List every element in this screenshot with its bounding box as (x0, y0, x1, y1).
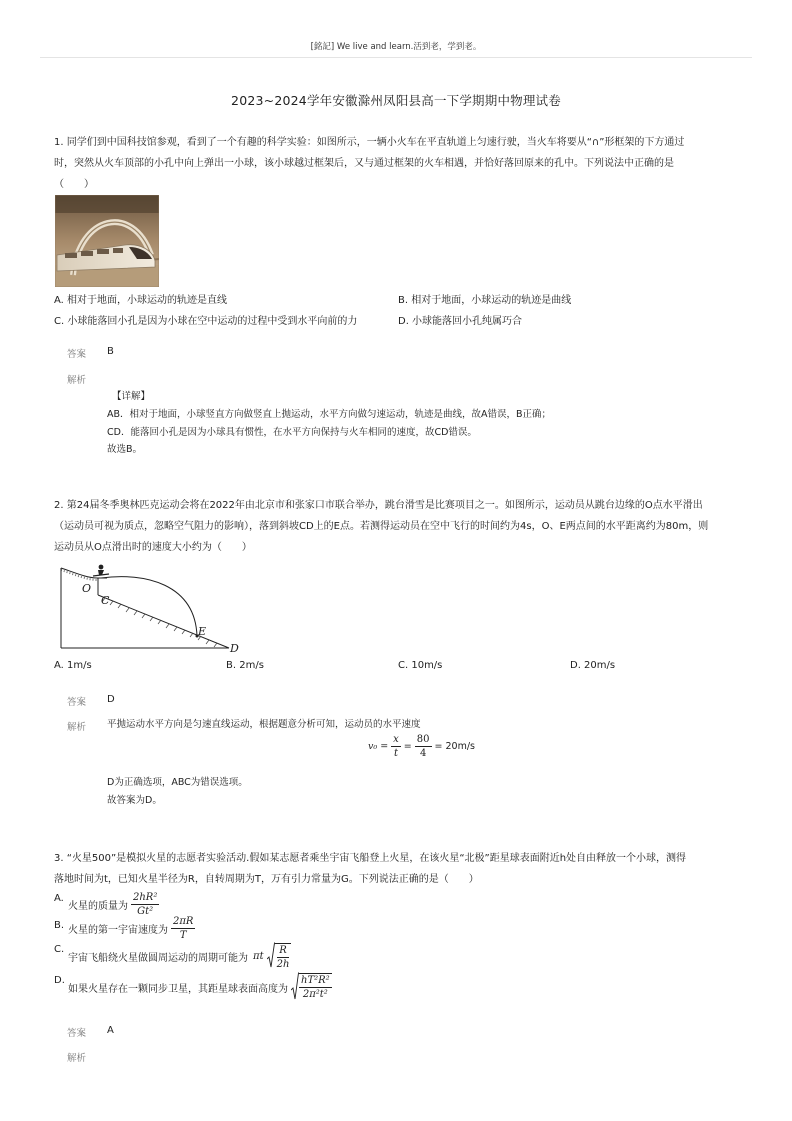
q3-option-d-label: D. (54, 975, 65, 986)
q2-velocity-formula (368, 733, 475, 760)
label-d: D (230, 642, 239, 654)
q2-analysis-label: 解析 (67, 722, 87, 733)
question-1-line-3: （ ） (54, 179, 94, 190)
header-divider (40, 57, 752, 58)
q3-option-b-num: 2πR (173, 916, 194, 927)
q3-option-b (68, 915, 195, 942)
formula-den-t: t (393, 748, 398, 759)
q3-analysis-label: 解析 (67, 1053, 87, 1064)
q3-option-b-label: B. (54, 920, 65, 931)
q3-option-a-text: 火星的质量为 (68, 901, 128, 912)
question-2-text (54, 495, 754, 558)
q3-option-d (68, 972, 332, 1002)
ski-jump-diagram (55, 558, 247, 654)
q1-option-a: A. 相对于地面，小球运动的轨迹是直线 (54, 295, 228, 306)
q3-option-d-sqrt (291, 972, 332, 1002)
formula-num-x: x (393, 734, 399, 745)
question-1-line-2: 时，突然从火车顶部的小孔中向上弹出一小球，该小球越过框架后，又与通过框架的火车相遇，并恰好落回原来的孔中。下列说法中正确的是 (54, 158, 674, 169)
q3-option-d-den: 2π²t² (302, 989, 328, 1000)
q3-option-c-fraction (275, 943, 292, 971)
q3-option-c-num: R (279, 945, 287, 956)
question-3-line-2: 落地时间为t，已知火星半径为R，自转周期为T，万有引力常量为G。下列说法正确的是（ ） (54, 874, 479, 885)
question-2-line-2: （运动员可视为质点，忽略空气阻力的影响），落到斜坡CD上的E点。若测得运动员在空中飞行的时间约为4s，O、E两点间的水平距离约为80m，则 (54, 521, 709, 532)
q1-analysis-line-3: 故选B。 (107, 444, 143, 455)
q3-option-a-label: A. (54, 893, 64, 904)
header-note: [銘記] We live and learn.活到老，学到老。 (310, 42, 482, 52)
q1-option-b: B. 相对于地面，小球运动的轨迹是曲线 (398, 295, 572, 306)
label-o: O (82, 582, 92, 595)
page-title: 2023~2024学年安徽滁州凤阳县高一下学期期中物理试卷 (231, 93, 561, 108)
q3-option-b-den: T (179, 930, 187, 941)
question-2-line-1: 2. 第24届冬季奥林匹克运动会将在2022年由北京市和张家口市联合举办，跳台滑雪是比赛项目之一。如图所示，运动员从跳台边缘的O点水平滑出 (54, 500, 703, 511)
q3-option-c-text: 宇宙飞船绕火星做圆周运动的周期可能为 (68, 953, 248, 964)
q1-option-d: D. 小球能落回小孔纯属巧合 (398, 316, 523, 327)
q3-answer-value: A (107, 1025, 114, 1036)
q3-option-a-fraction (131, 891, 159, 918)
q3-option-c-sqrt (267, 942, 292, 971)
q3-option-d-num: hT²R² (301, 975, 330, 986)
formula-den-4: 4 (419, 748, 427, 759)
label-c: C (101, 594, 110, 607)
q3-option-b-fraction (171, 915, 195, 942)
q3-option-a-num: 2hR² (133, 892, 158, 903)
sqrt-sign-icon (291, 972, 299, 1002)
q3-option-a-den: Gt² (137, 906, 154, 917)
sqrt-sign-icon (267, 942, 275, 970)
q3-option-a (68, 891, 159, 918)
formula-lhs: v₀ = (368, 741, 389, 752)
q1-analysis-line-2: CD．能落回小孔是因为小球具有惯性，在水平方向保持与火车相同的速度，故CD错误。 (107, 427, 477, 438)
question-3-text (54, 848, 754, 890)
q3-option-d-text: 如果火星存在一颗同步卫星，其距星球表面高度为 (68, 983, 288, 995)
formula-fraction-xt (391, 733, 401, 760)
q3-option-c-den: 2h (276, 959, 290, 970)
question-1-text (54, 132, 754, 195)
q2-option-c: C. 10m/s (398, 660, 443, 671)
q2-analysis-line-1: 平抛运动水平方向是匀速直线运动，根据题意分析可知，运动员的水平速度 (107, 719, 421, 730)
q1-analysis-heading: 【详解】 (112, 391, 151, 402)
formula-num-80: 80 (416, 734, 430, 745)
q2-option-d: D. 20m/s (570, 660, 616, 671)
q1-answer-value: B (107, 346, 114, 357)
train-arch-photo (55, 195, 159, 287)
q3-option-c-label: C. (54, 944, 65, 955)
q2-analysis-line-2: D为正确选项，ABC为错误选项。 (107, 777, 248, 788)
question-2-line-3: 运动员从O点滑出时的速度大小约为（ ） (54, 542, 252, 553)
q3-option-b-text: 火星的第一宇宙速度为 (68, 925, 168, 936)
q2-answer-label: 答案 (67, 697, 87, 708)
q3-option-c (68, 942, 291, 971)
q3-answer-label: 答案 (67, 1028, 87, 1039)
label-e: E (198, 625, 207, 638)
q1-analysis-label: 解析 (67, 375, 87, 386)
question-1-line-1: 1. 同学们到中国科技馆参观，看到了一个有趣的科学实验：如图所示，一辆小火车在平直轨道上匀速行驶，当火车将要从“∩”形框架的下方通过 (54, 137, 685, 148)
formula-fraction-80-4 (415, 733, 432, 760)
q1-option-c: C. 小球能落回小孔是因为小球在空中运动的过程中受到水平向前的力 (54, 316, 358, 327)
q1-answer-label: 答案 (67, 349, 87, 360)
q3-option-c-prefix: πt (253, 951, 264, 962)
q3-option-d-fraction (299, 973, 332, 1002)
formula-rhs: = 20m/s (434, 741, 475, 752)
question-3-line-1: 3. “火星500”是模拟火星的志愿者实验活动.假如某志愿者乘坐宇宙飞船登上火星，在该火星“北极”距星球表面附近h处自由释放一个小球，测得 (54, 853, 687, 864)
q1-analysis-line-1: AB．相对于地面，小球竖直方向做竖直上抛运动，水平方向做匀速运动，轨迹是曲线，故A错误，B正确； (107, 409, 552, 420)
formula-equals: = (403, 741, 412, 752)
q2-answer-value: D (107, 694, 115, 705)
q2-option-b: B. 2m/s (226, 660, 264, 671)
q2-analysis-line-3: 故答案为D。 (107, 795, 162, 806)
q2-option-a: A. 1m/s (54, 660, 92, 671)
